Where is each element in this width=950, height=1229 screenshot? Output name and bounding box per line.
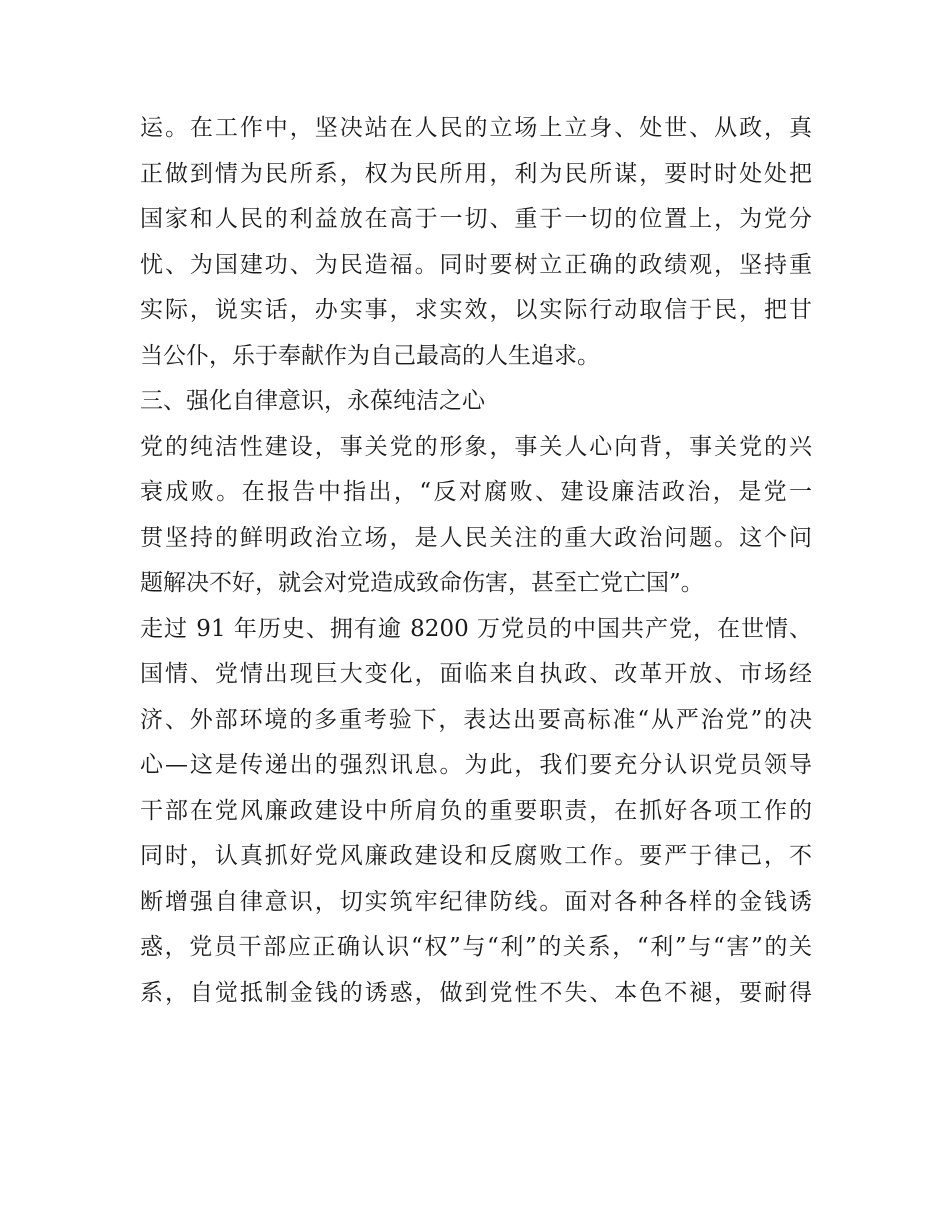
text-line-4: 忧、为国建功、为民造福。同时要树立正确的政绩观，坚持重 (140, 251, 812, 278)
text-line-1: 运。在工作中，坚决站在人民的立场上立身、处世、从政，真 (140, 115, 812, 141)
text-line-15: 心—这是传递出的强烈讯息。为此，我们要充分认识党员领导 (140, 752, 812, 778)
text-line-13: 国情、党情出现巨大变化，面临来自执政、改革开放、市场经 (140, 661, 812, 687)
text-line-6: 当公仆，乐于奉献作为自己最高的人生追求。 (140, 342, 600, 369)
text-line-16: 干部在党风廉政建设中所肩负的重要职责，在抓好各项工作的 (140, 797, 812, 824)
text-line-17: 同时，认真抓好党风廉政建设和反腐败工作。要严于律己，不 (140, 843, 812, 869)
text-line-18: 断增强自律意识，切实筑牢纪律防线。面对各种各样的金钱诱 (140, 888, 812, 915)
section-heading: 三、强化自律意识，永葆纯洁之心 (140, 388, 485, 414)
text-line-10: 贯坚持的鲜明政治立场，是人民关注的重大政治问题。这个问 (140, 524, 812, 551)
text-line-5: 实际，说实话，办实事，求实效，以实际行动取信于民，把甘 (140, 297, 812, 323)
text-line-2: 正做到情为民所系，权为民所用，利为民所谋，要时时处处把 (140, 160, 812, 187)
text-line-8: 党的纯洁性建设，事关党的形象，事关人心向背，事关党的兴 (140, 433, 812, 460)
text-line-19: 惑，党员干部应正确认识“权”与“利”的关系，“利”与“害”的关 (140, 934, 812, 960)
text-line-20: 系，自觉抵制金钱的诱惑，做到党性不失、本色不褪，要耐得 (140, 979, 812, 1006)
text-line-9: 衰成败。在报告中指出，“反对腐败、建设廉洁政治，是党一 (140, 479, 812, 505)
text-line-12: 走过 91 年历史、拥有逾 8200 万党员的中国共产党，在世情、 (140, 615, 812, 642)
text-line-14: 济、外部环境的多重考验下，表达出要高标准“从严治党”的决 (140, 706, 812, 733)
text-line-11: 题解决不好，就会对党造成致命伤害，甚至亡党亡国”。 (140, 570, 704, 596)
document-body (140, 106, 812, 1016)
text-line-3: 国家和人民的利益放在高于一切、重于一切的位置上，为党分 (140, 206, 812, 232)
